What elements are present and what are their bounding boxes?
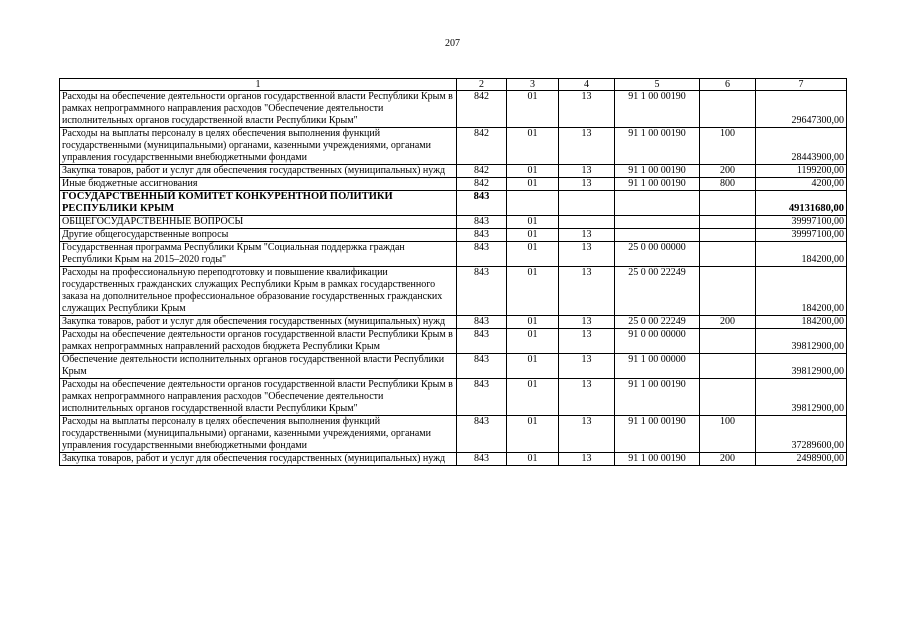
section-code-cell: 01 [507,354,559,379]
amount-cell: 28443900,00 [756,128,847,165]
amount-cell: 29647300,00 [756,91,847,128]
header-cell: 3 [507,79,559,91]
subsection-code-cell: 13 [559,329,615,354]
ministry-code-cell: 843 [457,453,507,466]
table-row [60,416,847,453]
target-article-cell: 91 1 00 00190 [615,453,700,466]
ministry-code-cell: 843 [457,379,507,416]
table-header-row [60,79,847,91]
target-article-cell: 25 0 00 22249 [615,267,700,316]
target-article-cell: 91 1 00 00190 [615,165,700,178]
subsection-code-cell: 13 [559,354,615,379]
table-row [60,379,847,416]
ministry-code-cell: 843 [457,216,507,229]
expense-name-cell: Иные бюджетные ассигнования [60,178,457,191]
subsection-code-cell: 13 [559,91,615,128]
subsection-code-cell: 13 [559,267,615,316]
target-article-cell: 91 1 00 00190 [615,91,700,128]
expense-name-cell: Расходы на обеспечение деятельности органов государственной власти Республики Крым в рамках непрограммного направления расходов "Обеспечение деятельности исполнительных органов государственной власти Республики Крым" [60,379,457,416]
expense-name-cell: Закупка товаров, работ и услуг для обеспечения государственных (муниципальных) нужд [60,453,457,466]
expense-name-cell: Расходы на выплаты персоналу в целях обеспечения выполнения функций государственными (муниципальными) органами, казенными учреждениями, органами управления государственными внебюджетными фондами [60,128,457,165]
expense-name-cell: Расходы на выплаты персоналу в целях обеспечения выполнения функций государственными (муниципальными) органами, казенными учреждениями, органами управления государственными внебюджетными фондами [60,416,457,453]
subsection-code-cell: 13 [559,128,615,165]
section-code-cell: 01 [507,91,559,128]
expense-name-cell: Расходы на обеспечение деятельности органов государственной власти Республики Крым в рамках непрограммных направлений расходов бюджета Республики Крым [60,329,457,354]
table-row [60,316,847,329]
expense-type-cell [700,242,756,267]
header-cell: 5 [615,79,700,91]
table-row [60,91,847,128]
expense-type-cell: 200 [700,316,756,329]
expense-type-cell: 200 [700,165,756,178]
subsection-code-cell: 13 [559,242,615,267]
budget-table [59,78,847,466]
amount-cell: 37289600,00 [756,416,847,453]
expense-type-cell: 200 [700,453,756,466]
ministry-code-cell: 842 [457,128,507,165]
header-cell: 4 [559,79,615,91]
section-code-cell: 01 [507,379,559,416]
expense-type-cell [700,91,756,128]
target-article-cell [615,191,700,216]
expense-name-cell: ОБЩЕГОСУДАРСТВЕННЫЕ ВОПРОСЫ [60,216,457,229]
header-cell: 1 [60,79,457,91]
ministry-code-cell: 843 [457,229,507,242]
subsection-code-cell: 13 [559,379,615,416]
target-article-cell: 91 1 00 00000 [615,354,700,379]
table-row [60,165,847,178]
ministry-code-cell: 843 [457,329,507,354]
amount-cell: 39812900,00 [756,329,847,354]
table-row [60,242,847,267]
table-row [60,191,847,216]
target-article-cell: 91 1 00 00190 [615,416,700,453]
section-code-cell: 01 [507,316,559,329]
subsection-code-cell: 13 [559,165,615,178]
expense-name-cell: Государственная программа Республики Крым "Социальная поддержка граждан Республики Крым на 2015–2020 годы" [60,242,457,267]
subsection-code-cell [559,216,615,229]
section-code-cell: 01 [507,267,559,316]
expense-name-cell: Расходы на обеспечение деятельности органов государственной власти Республики Крым в рамках непрограммного направления расходов "Обеспечение деятельности исполнительных органов государственной власти Республики Крым" [60,91,457,128]
amount-cell: 2498900,00 [756,453,847,466]
target-article-cell [615,216,700,229]
ministry-code-cell: 843 [457,354,507,379]
target-article-cell: 91 1 00 00190 [615,379,700,416]
subsection-code-cell: 13 [559,229,615,242]
ministry-code-cell: 843 [457,191,507,216]
ministry-code-cell: 843 [457,242,507,267]
amount-cell: 184200,00 [756,267,847,316]
table-row [60,329,847,354]
ministry-code-cell: 842 [457,178,507,191]
expense-type-cell [700,229,756,242]
table-row [60,128,847,165]
page-number: 207 [445,38,460,49]
table-row [60,229,847,242]
amount-cell: 4200,00 [756,178,847,191]
expense-name-cell: Закупка товаров, работ и услуг для обеспечения государственных (муниципальных) нужд [60,165,457,178]
amount-cell: 49131680,00 [756,191,847,216]
expense-type-cell [700,267,756,316]
expense-name-cell: Другие общегосударственные вопросы [60,229,457,242]
expense-name-cell: Расходы на профессиональную переподготовку и повышение квалификации государственных гражданских служащих Республики Крым в рамках государственного заказа на дополнительное профессиональное образование государственных гражданских служащих Республики Крым [60,267,457,316]
section-code-cell: 01 [507,178,559,191]
section-code-cell: 01 [507,128,559,165]
table-row [60,178,847,191]
ministry-code-cell: 842 [457,91,507,128]
section-code-cell: 01 [507,165,559,178]
target-article-cell: 25 0 00 00000 [615,242,700,267]
target-article-cell: 91 1 00 00190 [615,178,700,191]
ministry-code-cell: 843 [457,267,507,316]
section-code-cell: 01 [507,329,559,354]
amount-cell: 39812900,00 [756,379,847,416]
expense-type-cell [700,329,756,354]
target-article-cell: 91 1 00 00190 [615,128,700,165]
ministry-code-cell: 842 [457,165,507,178]
amount-cell: 184200,00 [756,242,847,267]
expense-type-cell [700,379,756,416]
target-article-cell [615,229,700,242]
header-cell: 2 [457,79,507,91]
expense-name-cell: Закупка товаров, работ и услуг для обеспечения государственных (муниципальных) нужд [60,316,457,329]
expense-type-cell: 100 [700,128,756,165]
amount-cell: 184200,00 [756,316,847,329]
section-code-cell: 01 [507,453,559,466]
subsection-code-cell: 13 [559,178,615,191]
amount-cell: 39997100,00 [756,216,847,229]
table-row [60,267,847,316]
section-code-cell: 01 [507,216,559,229]
subsection-code-cell [559,191,615,216]
section-code-cell: 01 [507,242,559,267]
header-cell: 6 [700,79,756,91]
amount-cell: 39812900,00 [756,354,847,379]
expense-type-cell: 800 [700,178,756,191]
amount-cell: 1199200,00 [756,165,847,178]
section-code-cell [507,191,559,216]
table-row [60,453,847,466]
expense-name-cell: ГОСУДАРСТВЕННЫЙ КОМИТЕТ КОНКУРЕНТНОЙ ПОЛИТИКИ РЕСПУБЛИКИ КРЫМ [60,191,457,216]
subsection-code-cell: 13 [559,416,615,453]
expense-type-cell [700,191,756,216]
amount-cell: 39997100,00 [756,229,847,242]
expense-name-cell: Обеспечение деятельности исполнительных органов государственной власти Республики Крым [60,354,457,379]
ministry-code-cell: 843 [457,316,507,329]
ministry-code-cell: 843 [457,416,507,453]
table-body [60,91,847,466]
header-cell: 7 [756,79,847,91]
subsection-code-cell: 13 [559,453,615,466]
section-code-cell: 01 [507,229,559,242]
table-row [60,354,847,379]
section-code-cell: 01 [507,416,559,453]
table-row [60,216,847,229]
expense-type-cell [700,354,756,379]
target-article-cell: 25 0 00 22249 [615,316,700,329]
expense-type-cell [700,216,756,229]
target-article-cell: 91 0 00 00000 [615,329,700,354]
subsection-code-cell: 13 [559,316,615,329]
expense-type-cell: 100 [700,416,756,453]
